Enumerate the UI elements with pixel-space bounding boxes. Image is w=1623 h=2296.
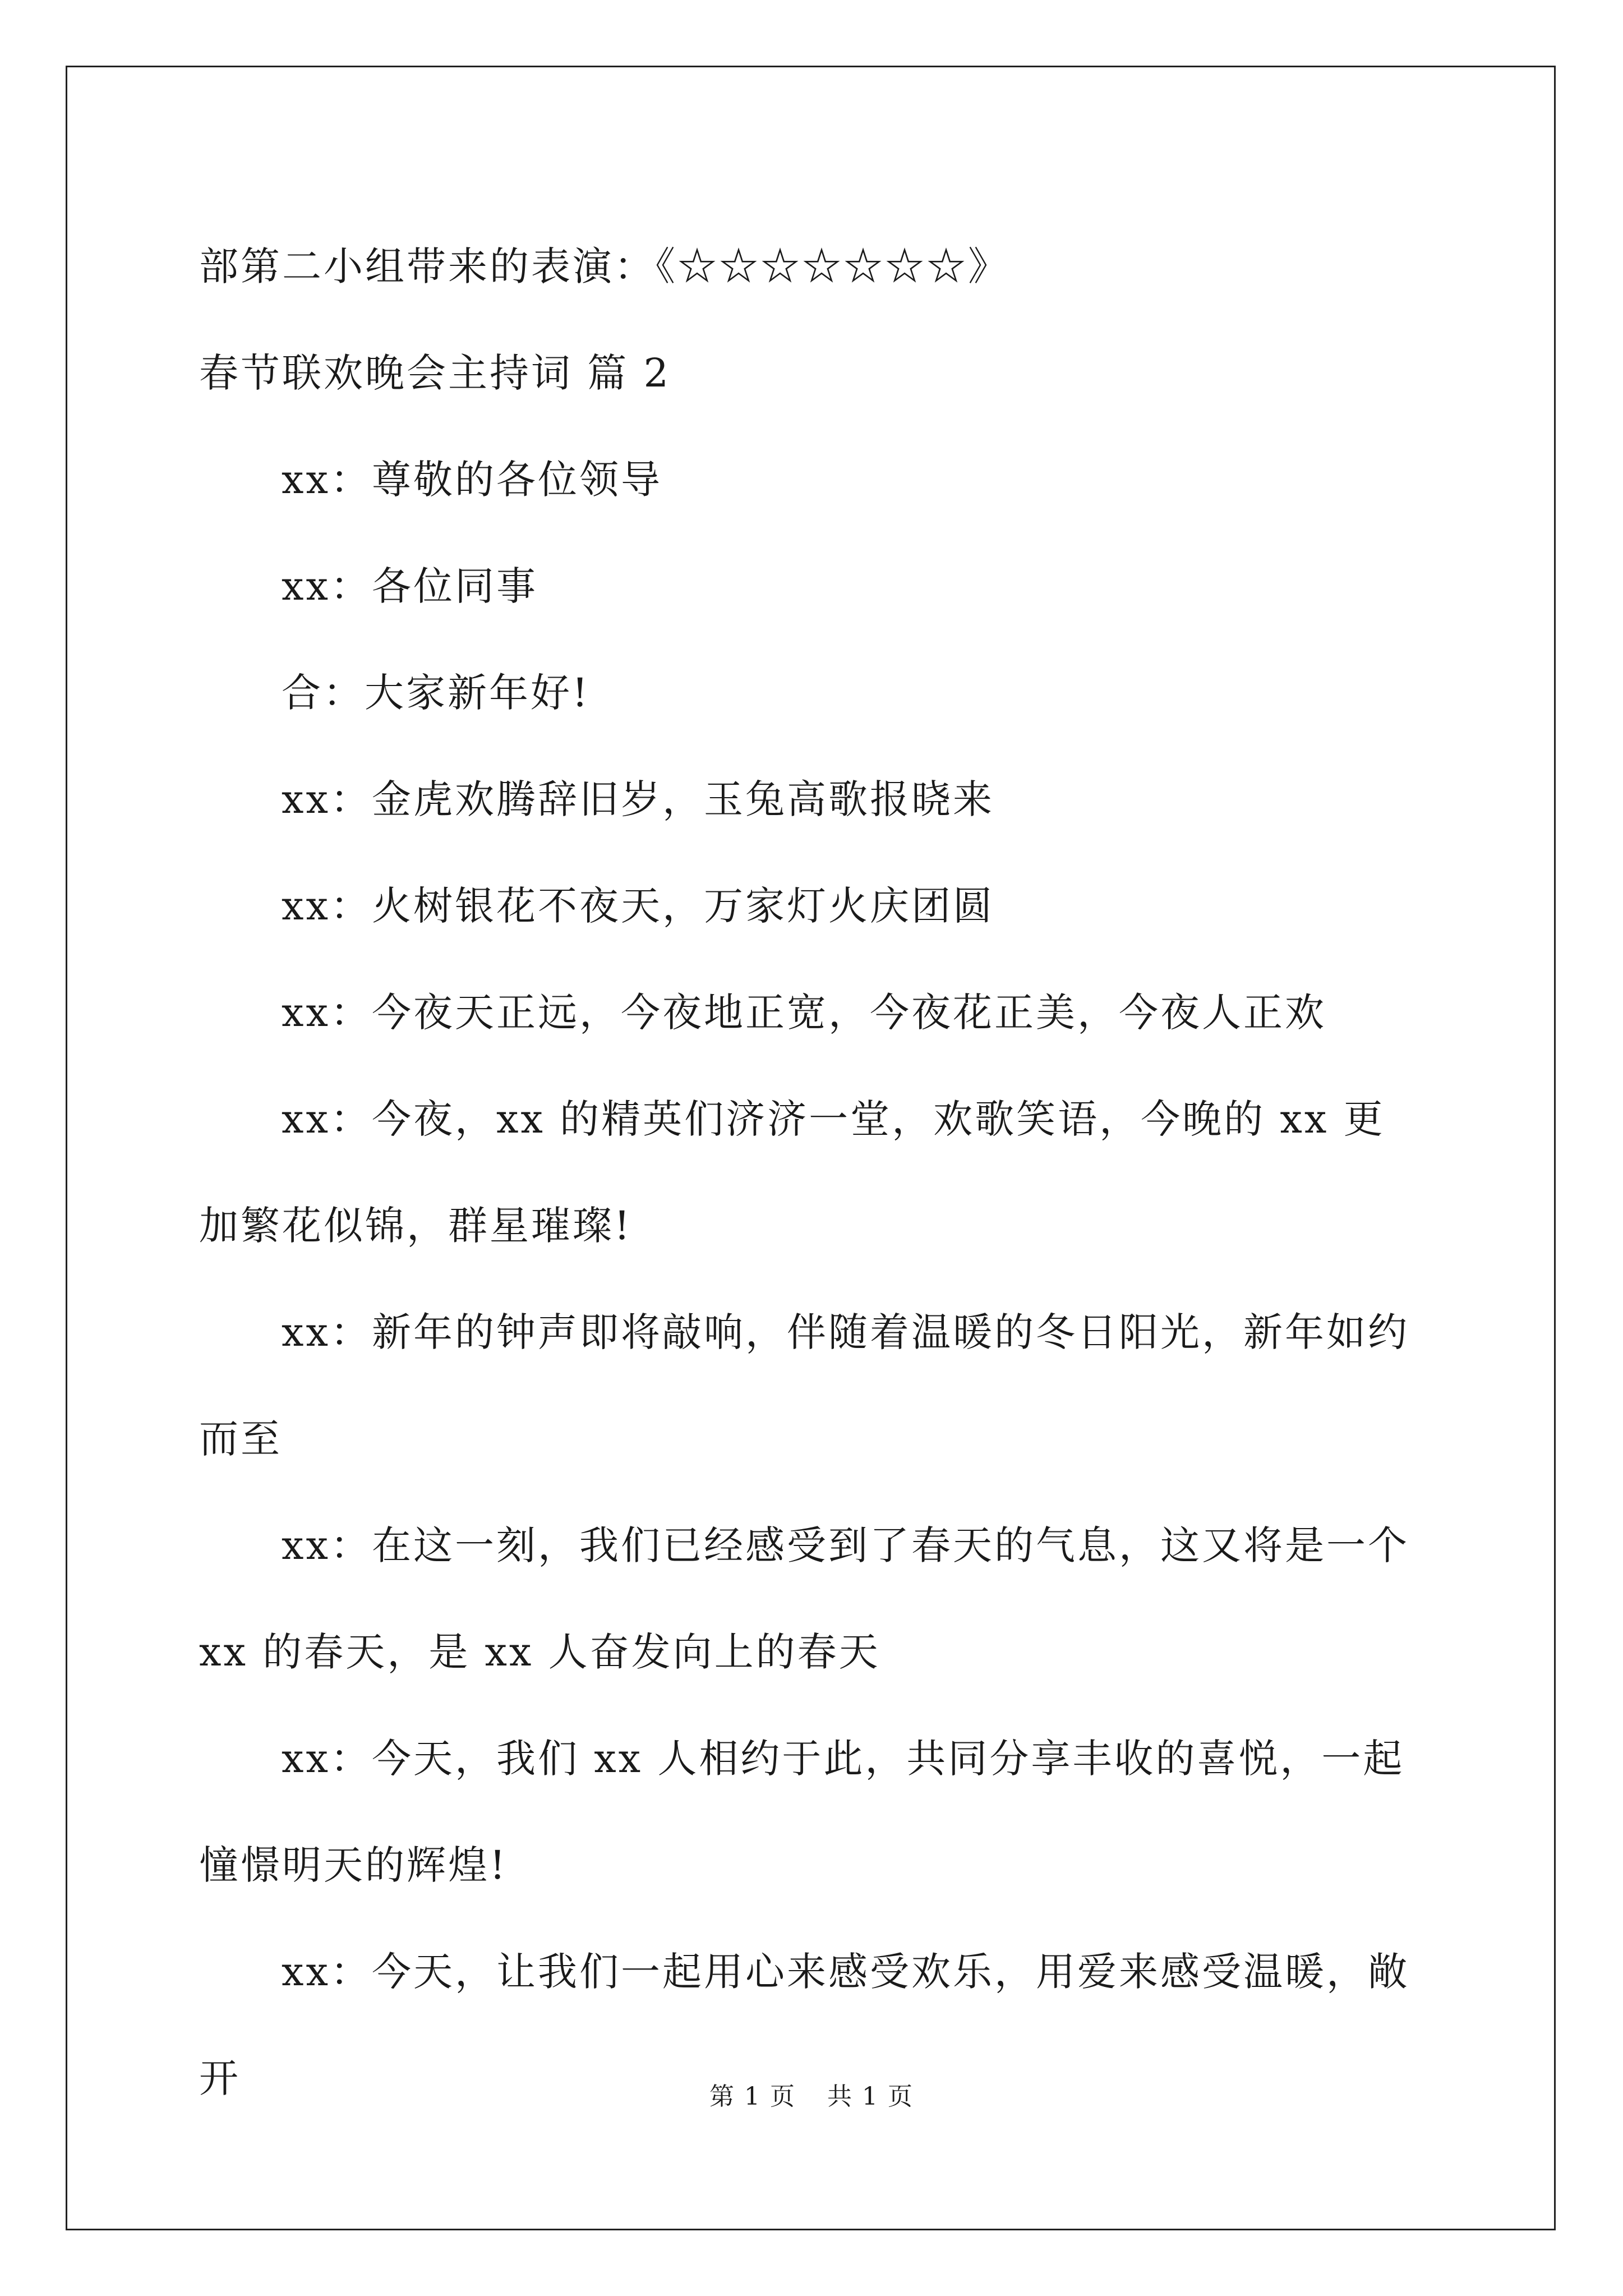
document-body <box>199 213 1426 2132</box>
paragraph: xx：今天，让我们一起用心来感受欢乐，用爱来感受温暖，敞开 <box>199 1949 1409 2101</box>
paragraph: xx：今夜天正远，今夜地正宽，今夜花正美，今夜人正欢 <box>282 990 1326 1036</box>
paragraph: xx：各位同事 <box>282 563 538 609</box>
page-number: 第 1 页 <box>709 2082 796 2111</box>
paragraph: xx：火树银花不夜天，万家灯火庆团圆 <box>282 883 994 929</box>
paragraph: xx：新年的钟声即将敲响，伴随着温暖的冬日阳光，新年如约而至 <box>199 1309 1409 1462</box>
page-footer <box>0 2080 1623 2114</box>
page-total: 共 1 页 <box>827 2082 914 2111</box>
paragraph: xx：今夜，xx 的精英们济济一堂，欢歌笑语，今晚的 xx 更加繁花似锦，群星璀璨! <box>199 1096 1385 1249</box>
paragraph: xx：尊敬的各位领导 <box>282 457 662 503</box>
paragraph: 合：大家新年好! <box>282 670 591 716</box>
paragraph: xx：今天，我们 xx 人相约于此，共同分享丰收的喜悦，一起憧憬明天的辉煌! <box>199 1736 1405 1888</box>
paragraph: 部第二小组带来的表演：《☆☆☆☆☆☆☆》 <box>199 243 1009 289</box>
paragraph: xx：在这一刻，我们已经感受到了春天的气息，这又将是一个 xx 的春天，是 xx 人奋发向上的春天 <box>199 1522 1409 1675</box>
paragraph: xx：金虎欢腾辞旧岁，玉兔高歌报晓来 <box>282 776 994 822</box>
section-heading: 春节联欢晚会主持词 篇 2 <box>199 350 671 396</box>
